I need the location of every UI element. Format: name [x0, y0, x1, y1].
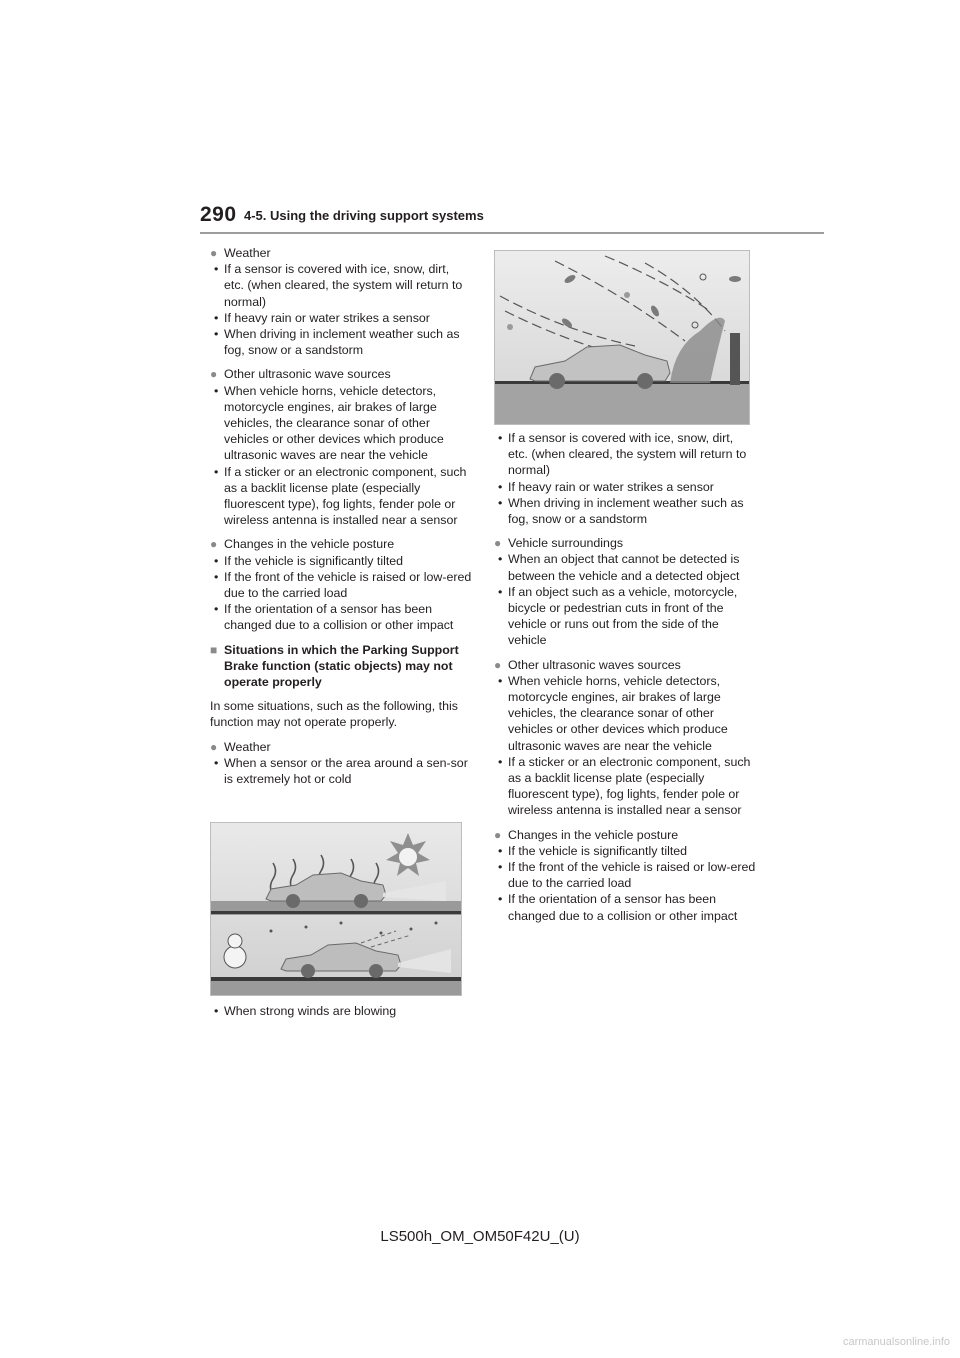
section-title: 4-5. Using the driving support systems	[244, 208, 484, 223]
after-figure-text	[210, 1003, 472, 1019]
list-item: • If a sensor is covered with ice, snow, dirt, etc. (when cleared, the system will return to normal)	[214, 262, 463, 309]
list-item: • If a sensor is covered with ice, snow, dirt, etc. (when cleared, the system will return to normal)	[498, 431, 747, 478]
list-item: • When an object that cannot be detected is between the vehicle and a detected object	[498, 552, 740, 583]
list-item: • If an object such as a vehicle, motorcycle, bicycle or pedestrian cuts in front of the vehicle or runs out from the side of the vehicle	[498, 584, 738, 648]
temperature-illustration-icon	[211, 823, 461, 995]
left-column	[210, 245, 472, 795]
illustration-temperature	[210, 822, 462, 996]
circle-bullet-icon: ●	[210, 367, 218, 382]
circle-bullet-icon: ●	[210, 537, 218, 552]
circle-bullet-icon: ●	[494, 657, 502, 672]
wind-illustration-icon	[495, 251, 749, 424]
weather-items-block	[494, 430, 756, 527]
posture-block-right	[494, 827, 756, 924]
subsection-heading: ■ Situations in which the Parking Support Brake function (static objects) may not operate properly	[210, 642, 459, 690]
block-heading: Changes in the vehicle posture	[224, 537, 395, 552]
footer-model-code: LS500h_OM_OM50F42U_(U)	[380, 1228, 580, 1245]
watermark: carmanualsonline.info	[842, 1336, 950, 1348]
list-item: • If the vehicle is significantly tilted	[498, 843, 688, 858]
list-item: • When vehicle horns, vehicle detectors, motorcycle engines, air brakes of large vehicles, the clearance sonar of other vehicles or other devices which produce ultrasonic waves are near the vehicle	[498, 673, 728, 753]
weather-block	[210, 245, 472, 358]
page-number: 290	[200, 203, 237, 226]
posture-block	[210, 536, 472, 633]
circle-bullet-icon: ●	[210, 739, 218, 754]
circle-bullet-icon: ●	[210, 246, 218, 260]
intro-paragraph: In some situations, such as the following, this function may not operate properly.	[210, 699, 458, 730]
list-item: • When strong winds are blowing	[214, 1004, 397, 1018]
page-header	[200, 203, 824, 233]
block-heading: Vehicle surroundings	[508, 536, 624, 551]
list-item: • If heavy rain or water strikes a sensor	[214, 310, 430, 325]
list-item: • If the vehicle is significantly tilted	[214, 553, 404, 568]
block-heading: Other ultrasonic wave sources	[224, 367, 391, 382]
ultrasonic-block	[210, 366, 472, 528]
list-item: • If a sticker or an electronic component, such as a backlit license plate (especially fluorescent type), fog lights, fender pole or wireless antenna is installed near a sensor	[498, 754, 751, 818]
block-heading: Changes in the vehicle posture	[508, 827, 679, 842]
circle-bullet-icon: ●	[494, 827, 502, 842]
circle-bullet-icon: ●	[494, 536, 502, 551]
right-column	[494, 430, 756, 932]
list-item: • When driving in inclement weather such as fog, snow or a sandstorm	[498, 495, 744, 527]
ultrasonic-block-right	[494, 657, 756, 819]
square-bullet-icon: ■	[210, 642, 218, 657]
list-item: • If the orientation of a sensor has been changed due to a collision or other impact	[214, 602, 454, 633]
list-item: • If the orientation of a sensor has been changed due to a collision or other impact	[498, 892, 738, 923]
illustration-wind	[494, 250, 750, 425]
list-item: • When driving in inclement weather such as fog, snow or a sandstorm	[214, 327, 460, 358]
list-item: • If the front of the vehicle is raised or low-ered due to the carried load	[214, 569, 472, 601]
list-item: • If the front of the vehicle is raised or low-ered due to the carried load	[498, 860, 756, 891]
surroundings-block	[494, 535, 756, 648]
list-item: • When a sensor or the area around a sen-sor is extremely hot or cold	[214, 755, 468, 787]
block-heading: Other ultrasonic waves sources	[508, 657, 681, 672]
list-item: • If heavy rain or water strikes a sensor	[498, 479, 714, 494]
header-rule	[200, 232, 824, 234]
list-item: • When vehicle horns, vehicle detectors, motorcycle engines, air brakes of large vehicles, the clearance sonar of other vehicles or other devices which produce ultrasonic waves are near the vehicle	[214, 383, 444, 463]
weather-block-2	[210, 739, 472, 788]
list-item: • If a sticker or an electronic component, such as a backlit license plate (especially fluorescent type), fog lights, fender pole or wireless antenna is installed near a sensor	[214, 464, 467, 528]
block-heading: Weather	[224, 246, 271, 260]
block-heading: Weather	[224, 739, 271, 754]
